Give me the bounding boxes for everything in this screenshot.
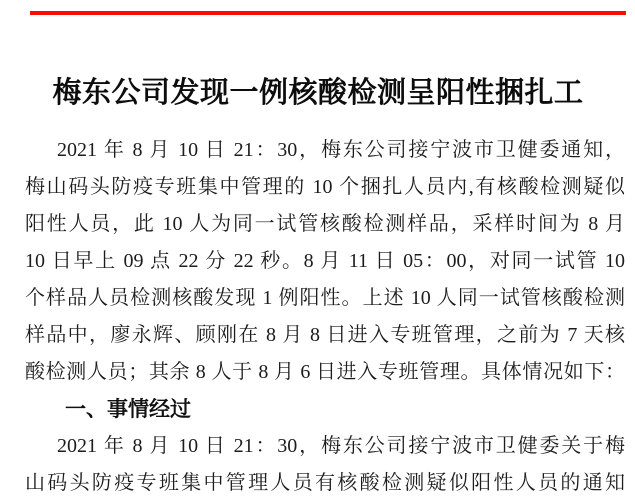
body-line-4: 10 日早上 09 点 22 分 22 秒。8 月 11 日 05：00，对同一试管 10 [25, 250, 625, 272]
body-line-6: 样品中，廖永辉、顾刚在 8 月 8 日进入专班管理，之前为 7 天核 [25, 324, 625, 346]
body-line-2: 梅山码头防疫专班集中管理的 10 个捆扎人员内,有核酸检测疑似 [25, 176, 625, 198]
body-line-7: 酸检测人员；其余 8 人于 8 月 6 日进入专班管理。具体情况如下： [25, 361, 625, 383]
body-line-5: 个样品人员检测核酸发现 1 例阳性。上述 10 人同一试管核酸检测 [25, 287, 625, 309]
body-line-9: 山码头防疫专班集中管理人员有核酸检测疑似阳性人员的通知 [25, 472, 625, 494]
document-body [25, 132, 625, 502]
body-line-3: 阳性人员，此 10 人为同一试管核酸检测样品，采样时间为 8 月 [25, 213, 625, 235]
document-title: 梅东公司发现一例核酸检测呈阳性捆扎工 [52, 77, 584, 110]
body-line-8: 2021 年 8 月 10 日 21：30，梅东公司接宁波市卫健委关于梅 [57, 435, 625, 457]
body-line-1: 2021 年 8 月 10 日 21：30，梅东公司接宁波市卫健委通知， [57, 139, 625, 161]
top-red-rule [30, 11, 626, 15]
section-heading: 一、事情经过 [65, 398, 191, 421]
